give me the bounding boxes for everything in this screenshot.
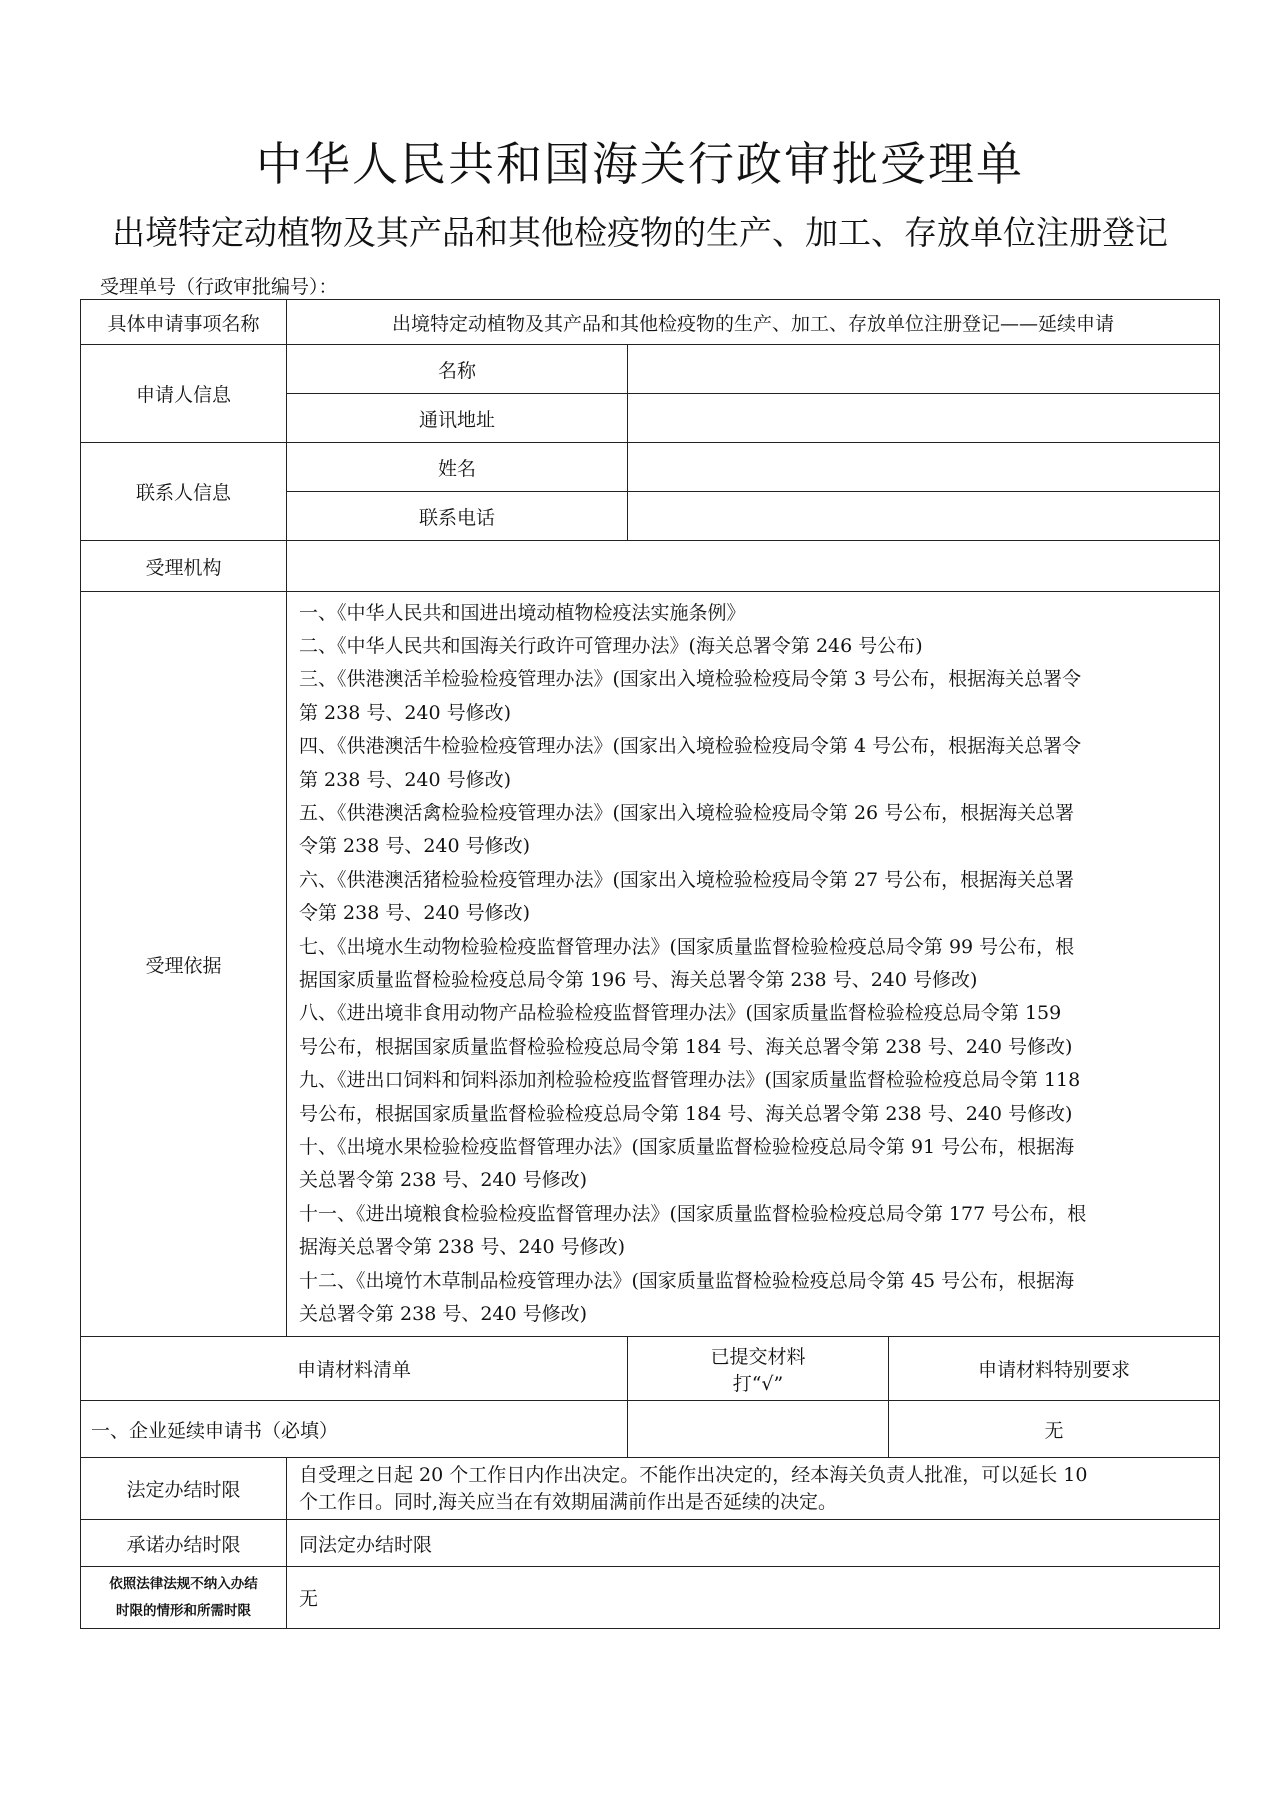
basis-row [81,592,1220,1337]
basis-line: 五、《供港澳活禽检验检疫管理办法》(国家出入境检验检疫局令第 26 号公布，根据海关总署 [299,801,1075,824]
material-name: 一、企业延续申请书（必填） [81,1401,628,1458]
basis-line: 号公布，根据国家质量监督检验检疫总局令第 184 号、海关总署令第 238 号、240 号修改) [299,1102,1073,1125]
basis-line: 据海关总署令第 238 号、240 号修改) [299,1236,626,1259]
material-requirement: 无 [889,1401,1220,1458]
page-title: 中华人民共和国海关行政审批受理单 [256,137,1024,191]
contact-name-label: 姓名 [287,443,628,492]
basis-line: 令第 238 号、240 号修改) [299,835,531,858]
material-submitted-checkbox[interactable] [628,1401,889,1458]
excluded-time-value: 无 [287,1567,1220,1629]
legal-time-value [287,1458,1220,1520]
contact-name-row [81,443,1220,492]
basis-label: 受理依据 [81,592,287,1337]
accept-number-label: 受理单号（行政审批编号）： [100,276,338,298]
legal-time-line2: 个工作日。同时,海关应当在有效期届满前作出是否延续的决定。 [299,1490,838,1513]
applicant-name-field[interactable] [628,345,1220,394]
basis-line: 十二、《出境竹木草制品检疫管理办法》(国家质量监督检验检疫总局令第 45 号公布，根据海 [299,1269,1075,1292]
basis-line: 八、《进出境非食用动物产品检验检疫监督管理办法》(国家质量监督检验检疫总局令第 159 [299,1002,1062,1025]
basis-line: 十一、《进出境粮食检验检疫监督管理办法》(国家质量监督检验检疫总局令第 177 号公布，根 [299,1202,1087,1225]
legal-time-label: 法定办结时限 [81,1458,287,1520]
applicant-name-label: 名称 [287,345,628,394]
excluded-time-row [81,1567,1220,1629]
submitted-header-line1: 已提交材料 [710,1345,806,1368]
promised-time-label: 承诺办结时限 [81,1520,287,1567]
basis-line: 七、《出境水生动物检验检疫监督管理办法》(国家质量监督检验检疫总局令第 99 号公布，根 [299,935,1075,958]
applicant-name-row [81,345,1220,394]
basis-line: 令第 238 号、240 号修改) [299,902,531,925]
basis-line: 一、《中华人民共和国进出境动植物检疫法实施条例》 [299,601,746,624]
basis-line: 第 238 号、240 号修改) [299,768,512,791]
requirements-header: 申请材料特别要求 [889,1337,1220,1401]
submitted-header [628,1337,889,1401]
applicant-address-field[interactable] [628,394,1220,443]
basis-line: 九、《进出口饲料和饲料添加剂检验检疫监督管理办法》(国家质量监督检验检疫总局令第 118 [299,1069,1081,1092]
basis-line: 三、《供港澳活羊检验检疫管理办法》(国家出入境检验检疫局令第 3 号公布，根据海关总署令 [299,668,1082,691]
excluded-time-label [81,1567,287,1629]
basis-list [287,592,1220,1337]
agency-field[interactable] [287,541,1220,592]
basis-line: 二、《中华人民共和国海关行政许可管理办法》(海关总署令第 246 号公布) [299,634,923,657]
applicant-address-label: 通讯地址 [287,394,628,443]
item-name-value: 出境特定动植物及其产品和其他检疫物的生产、加工、存放单位注册登记——延续申请 [287,300,1220,345]
legal-time-line1: 自受理之日起 20 个工作日内作出决定。不能作出决定的，经本海关负责人批准，可以延长 10 [299,1463,1088,1486]
application-form-table [80,299,1220,1629]
basis-line: 据国家质量监督检验检疫总局令第 196 号、海关总署令第 238 号、240 号修改) [299,969,978,991]
contact-phone-label: 联系电话 [287,492,628,541]
promised-time-row [81,1520,1220,1567]
contact-phone-field[interactable] [628,492,1220,541]
basis-line: 六、《供港澳活猪检验检疫管理办法》(国家出入境检验检疫局令第 27 号公布，根据海关总署 [299,868,1075,891]
basis-line: 四、《供港澳活牛检验检疫管理办法》(国家出入境检验检疫局令第 4 号公布，根据海关总署令 [299,735,1082,758]
agency-row [81,541,1220,592]
contact-name-field[interactable] [628,443,1220,492]
basis-line: 关总署令第 238 号、240 号修改) [299,1169,588,1192]
materials-list-header: 申请材料清单 [81,1337,628,1401]
excluded-time-label-line1: 依照法律法规不纳入办结 [109,1575,258,1592]
material-row [81,1401,1220,1458]
applicant-info-label: 申请人信息 [81,345,287,443]
basis-line: 十、《出境水果检验检疫监督管理办法》(国家质量监督检验检疫总局令第 91 号公布，根据海 [299,1136,1075,1159]
legal-time-row [81,1458,1220,1520]
excluded-time-label-line2: 时限的情形和所需时限 [116,1602,251,1619]
page-subtitle: 出境特定动植物及其产品和其他检疫物的生产、加工、存放单位注册登记 [112,213,1168,252]
materials-header-row [81,1337,1220,1401]
submitted-header-line2: 打“√” [732,1372,784,1395]
promised-time-value: 同法定办结时限 [287,1520,1220,1567]
agency-label: 受理机构 [81,541,287,592]
basis-line: 号公布，根据国家质量监督检验检疫总局令第 184 号、海关总署令第 238 号、240 号修改) [299,1035,1073,1058]
basis-line: 关总署令第 238 号、240 号修改) [299,1303,588,1326]
basis-line: 第 238 号、240 号修改) [299,701,512,724]
item-name-label: 具体申请事项名称 [81,300,287,345]
contact-info-label: 联系人信息 [81,443,287,541]
item-name-row [81,300,1220,345]
